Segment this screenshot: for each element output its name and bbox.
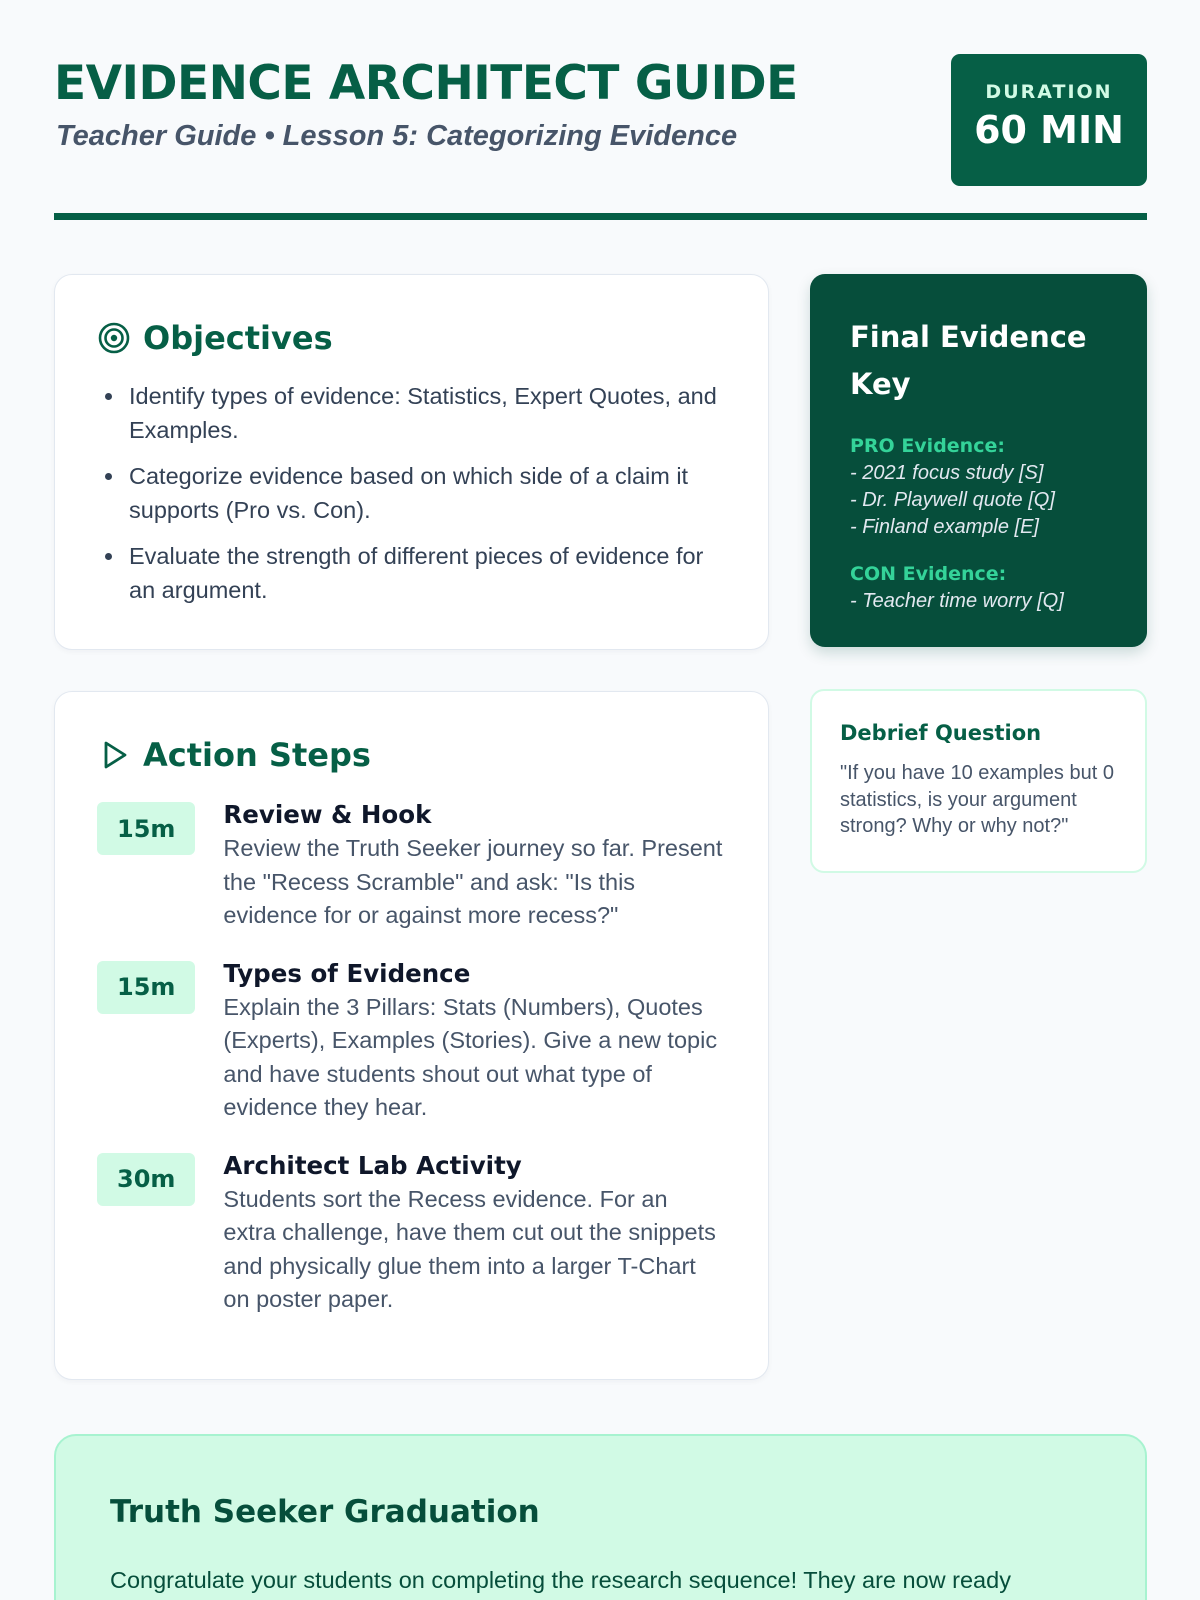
step-title: Types of Evidence	[223, 958, 471, 988]
pro-evidence-item: - 2021 focus study [S]	[850, 462, 1044, 484]
action-steps-card	[54, 691, 769, 1380]
step-item	[97, 1149, 726, 1317]
objective-item: Identify types of evidence: Statistics, Expert Quotes, and Examples.	[97, 379, 726, 447]
debrief-question: "If you have 10 examples but 0 statistics, is your argument strong? Why or why not?"	[840, 762, 1114, 837]
step-title: Architect Lab Activity	[223, 1150, 522, 1180]
objectives-header	[97, 319, 726, 357]
step-description: Review the Truth Seeker journey so far. Present the "Recess Scramble" and ask: "Is this evidence for or against more recess?"	[223, 835, 723, 928]
debrief-card	[810, 689, 1147, 873]
step-item	[97, 798, 726, 933]
objectives-card	[54, 274, 769, 650]
action-steps-title: Action Steps	[143, 736, 371, 774]
guide-header	[54, 54, 1147, 186]
duration-value: 60 MIN	[974, 108, 1124, 152]
step-time-badge: 15m	[97, 802, 195, 855]
step-body	[223, 1149, 726, 1317]
evidence-key-panel	[810, 274, 1147, 647]
page-subtitle: Teacher Guide • Lesson 5: Categorizing Evidence	[56, 120, 738, 152]
step-time-badge: 15m	[97, 961, 195, 1014]
step-body	[223, 798, 726, 933]
graduation-banner	[54, 1434, 1147, 1600]
step-title: Review & Hook	[223, 800, 432, 829]
duration-label: DURATION	[985, 81, 1113, 103]
graduation-text: Congratulate your students on completing the research sequence! They are now ready	[110, 1567, 1011, 1593]
con-evidence-item: - Teacher time worry [Q]	[850, 590, 1064, 612]
evidence-key-title: Final Evidence Key	[850, 320, 1087, 401]
objectives-list	[97, 379, 726, 607]
objective-item: Categorize evidence based on which side of a claim it supports (Pro vs. Con).	[97, 459, 726, 527]
target-icon	[97, 321, 131, 355]
pro-evidence-item: - Finland example [E]	[850, 516, 1039, 538]
step-item	[97, 957, 726, 1125]
play-icon	[97, 738, 131, 772]
header-divider	[54, 213, 1147, 220]
action-steps-header	[97, 736, 726, 774]
pro-evidence-section	[850, 433, 1107, 541]
step-description: Students sort the Recess evidence. For an extra challenge, have them cut out the snippets and physically glue them into a larger T-Chart on poster paper.	[223, 1185, 716, 1312]
objectives-title: Objectives	[143, 319, 333, 357]
pro-evidence-item: - Dr. Playwell quote [Q]	[850, 489, 1055, 511]
pro-evidence-label: PRO Evidence:	[850, 435, 1005, 457]
con-evidence-label: CON Evidence:	[850, 563, 1007, 585]
page-title: EVIDENCE ARCHITECT GUIDE	[54, 56, 798, 111]
step-description: Explain the 3 Pillars: Stats (Numbers), Quotes (Experts), Examples (Stories). Give a new topic and have students shout out what type of evidence they hear.	[223, 993, 718, 1120]
graduation-title: Truth Seeker Graduation	[110, 1494, 540, 1530]
objective-item: Evaluate the strength of different pieces of evidence for an argument.	[97, 539, 726, 607]
step-time-badge: 30m	[97, 1153, 195, 1206]
step-body	[223, 957, 726, 1125]
con-evidence-section	[850, 561, 1107, 615]
debrief-title: Debrief Question	[840, 721, 1042, 745]
duration-badge	[951, 54, 1147, 186]
